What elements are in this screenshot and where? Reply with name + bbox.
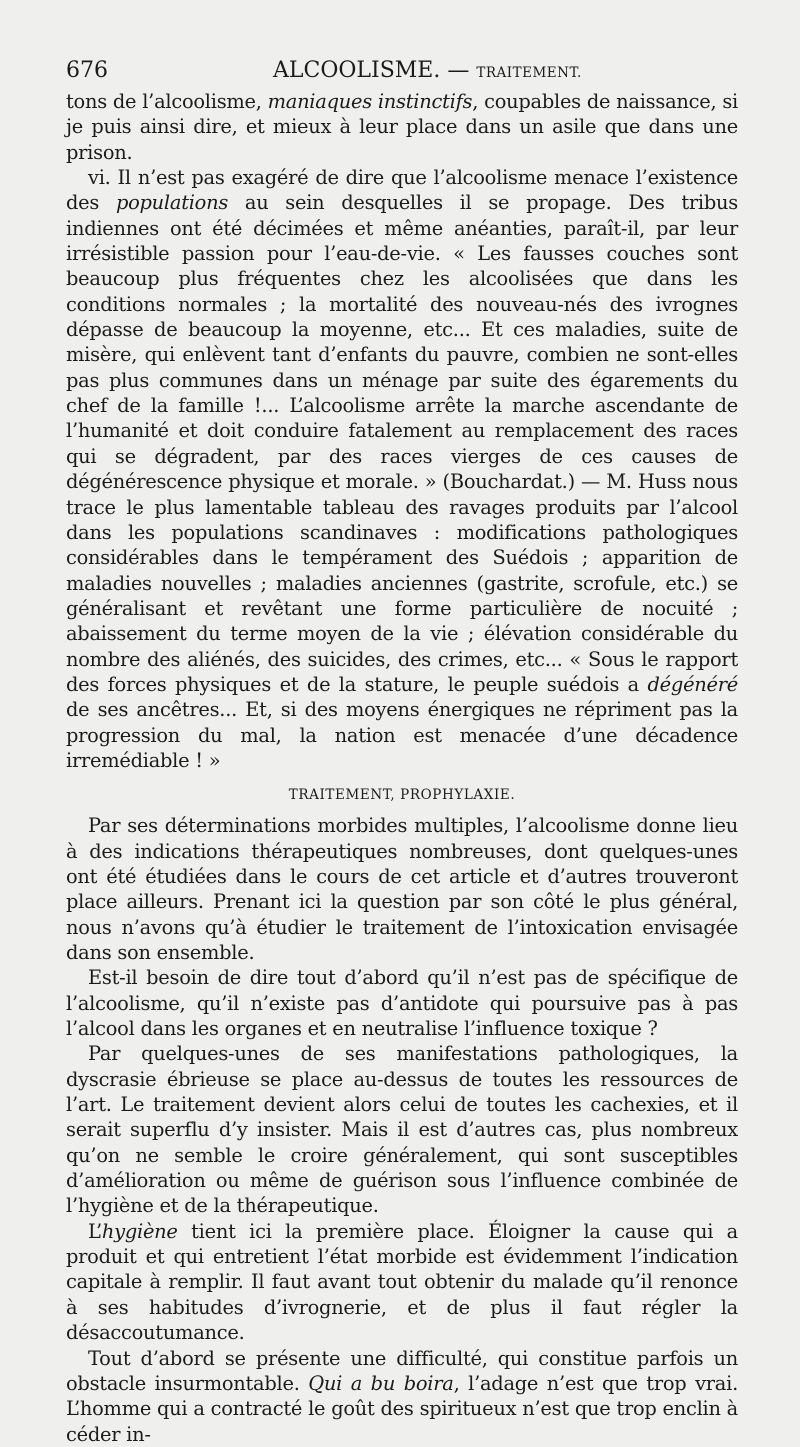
running-subtitle: TRAITEMENT. xyxy=(476,65,582,81)
text-run: Est-il besoin de dire tout d’abord qu’il n’est pas de spécifique de l’alcoolisme, qu’il n’existe pas d’antidote qui poursuive pas à pas l’alcool dans les organes et en neutralise l’influence toxique ? xyxy=(66,966,738,1041)
page-header xyxy=(66,52,730,88)
paragraph-section-vi xyxy=(66,165,738,773)
italic-text-run: populations xyxy=(115,191,229,215)
paragraph xyxy=(66,1219,738,1346)
text-run: au sein desquelles il se propage. Des tribus indiennes ont été décimées et même anéanties, paraît-il, par leur irrésistible passion pour l’eau-de-vie. « Les fausses couches sont beaucoup plus fréquentes chez les alcoolisées que dans les conditions normales ; la mortalité des nouveau-nés des ivrognes dépasse de beaucoup la moyenne, etc... Et ces maladies, suite de misère, qui enlèvent tant d’enfants du pauvre, combien ne sont-elles pas plus communes dans un ménage par suite des égarements du chef de la famille !... L’alcoolisme arrête la marche ascendante de l’humanité et doit conduire fatalement au remplacement des races qui se dégradent, par des races vierges de ces causes de dégénérescence physique et morale. » (Bouchardat.) — M. Huss nous trace le plus lamentable tableau des ravages produits par l’alcool dans les populations scandinaves : modifications pathologiques considérables dans le tempérament des Suédois ; apparition de maladies nouvelles ; maladies anciennes (gastrite, scrofule, etc.) se généralisant et revêtant une forme particulière de nocuité ; abaissement du terme moyen de la vie ; élévation considérable du nombre des aliénés, des suicides, des crimes, etc... « Sous le rapport des forces physiques et de la stature, le peuple suédois a xyxy=(66,191,738,696)
italic-text-run: Qui a bu boira xyxy=(308,1371,454,1395)
italic-text-run: hygiène xyxy=(101,1219,178,1243)
text-run: tons de l’alcoolisme, xyxy=(66,90,268,113)
running-title: ALCOOLISME. xyxy=(273,58,441,83)
paragraph-continuation xyxy=(66,89,738,165)
running-dash: — xyxy=(447,58,470,83)
running-head xyxy=(273,58,582,83)
text-run: de ses ancêtres... Et, si des moyens énergiques ne répriment pas la progression du mal, la nation est menacée d’une décadence irremédiable ! » xyxy=(66,698,738,772)
text-run: Tout d’abord se présente une difficulté, qui constitue parfois un obstacle insurmontable. xyxy=(66,1346,738,1395)
italic-text-run: dégénéré xyxy=(647,672,738,696)
text-run: , coupables de naissance, si je puis ainsi dire, et mieux à leur place dans un asile que dans une prison. xyxy=(66,90,738,164)
section-heading: TRAITEMENT, PROPHYLAXIE. xyxy=(288,787,516,804)
paragraph xyxy=(66,1346,738,1447)
text-run: , l’adage n’est que trop vrai. L’homme qui a contracté le goût des spiritueux n’est que trop enclin à céder in- xyxy=(66,1371,738,1446)
italic-text-run: maniaques instinctifs xyxy=(267,90,473,113)
text-run: Par ses déterminations morbides multiples, l’alcoolisme donne lieu à des indications thérapeutiques nombreuses, dont quelques-unes ont été étudiées dans le cours de cet article et d’autres trouveront place ailleurs. Prenant ici la question par son côté le plus général, nous n’avons qu’à étudier le traitement de l’intoxication envisagée dans son ensemble. xyxy=(66,814,738,964)
text-body xyxy=(66,89,738,1447)
text-run: tient ici la première place. Éloigner la cause qui a produit et qui entretient l’état morbide est évidemment l’indication capitale à remplir. Il faut avant tout obtenir du malade qu’il renonce à ses habitudes d’ivrognerie, et de plus il faut régler la désaccoutumance. xyxy=(66,1219,738,1345)
text-run: vi. Il n’est pas exagéré de dire que l’alcoolisme menace l’existence des xyxy=(66,166,738,215)
paragraph xyxy=(66,1041,738,1218)
page-number: 676 xyxy=(66,58,108,83)
text-run: L’ xyxy=(88,1219,102,1243)
text-run: Par quelques-unes de ses manifestations pathologiques, la dyscrasie ébrieuse se place au-dessus de toutes les ressources de l’art. Le traitement devient alors celui de toutes les cachexies, et il serait superflu d’y insister. Mais il est d’autres cas, plus nombreux qu’on ne semble le croire généralement, qui sont susceptibles d’amélioration ou même de guérison sous l’influence combinée de l’hygiène et de la thérapeutique. xyxy=(66,1042,738,1218)
paragraph xyxy=(66,813,738,965)
paragraph xyxy=(66,965,738,1041)
